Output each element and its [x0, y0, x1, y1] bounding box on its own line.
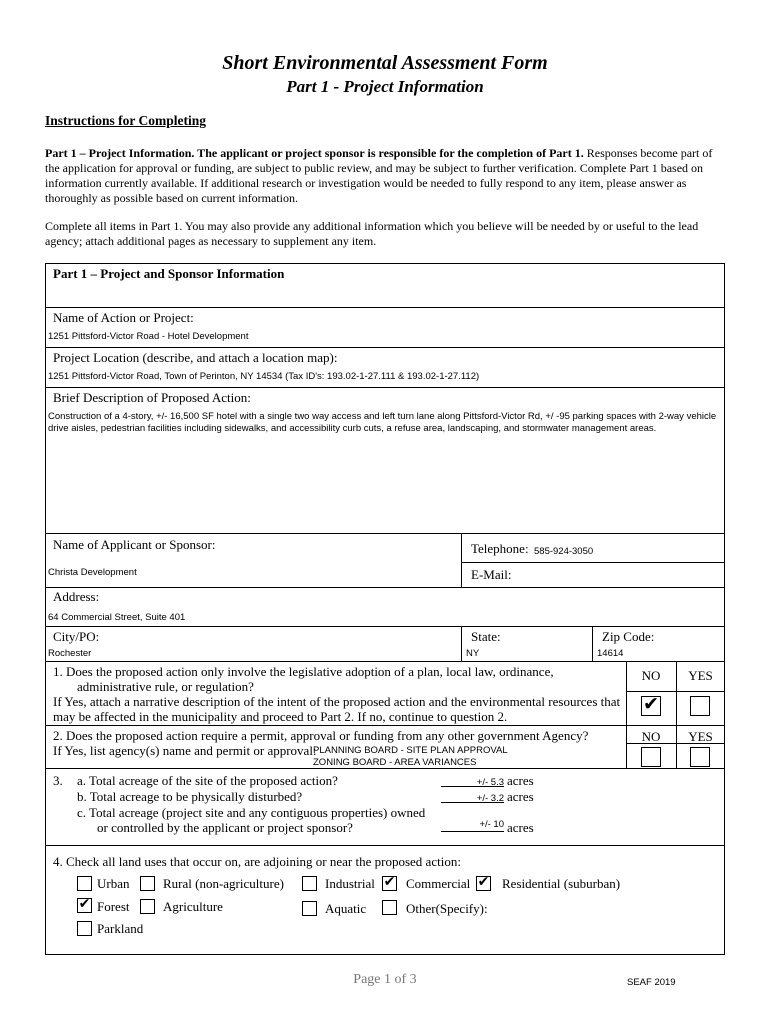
- state-label: State:: [471, 629, 501, 644]
- q2-agency-1[interactable]: PLANNING BOARD - SITE PLAN APPROVAL: [313, 745, 508, 756]
- land-use-commercial-checkbox[interactable]: [382, 876, 397, 891]
- applicant-field[interactable]: Christa Development: [48, 567, 137, 578]
- zip-label: Zip Code:: [602, 629, 655, 644]
- q2-yes-label: YES: [688, 729, 713, 744]
- action-name-field[interactable]: 1251 Pittsford-Victor Road - Hotel Development: [48, 331, 249, 342]
- project-location-label: Project Location (describe, and attach a location map):: [53, 350, 338, 365]
- land-use-aquatic-label: Aquatic: [325, 901, 367, 916]
- q3-b-unit: acres: [507, 789, 534, 804]
- land-use-residential-label: Residential (suburban): [502, 876, 621, 891]
- form-id: SEAF 2019: [627, 977, 676, 988]
- q3-b-field[interactable]: +/- 3.2: [476, 793, 504, 804]
- project-info-form: [45, 263, 725, 955]
- q1-no-label: NO: [641, 668, 661, 683]
- address-label: Address:: [53, 589, 100, 604]
- q1-text-a: 1. Does the proposed action only involve the legislative adoption of a plan, local law, ordinance,: [53, 664, 554, 679]
- land-use-other-checkbox[interactable]: [382, 900, 397, 915]
- q1-no-checkbox[interactable]: [641, 693, 661, 716]
- q3-a-unit: acres: [507, 773, 534, 788]
- land-use-agriculture-label: Agriculture: [163, 899, 223, 914]
- project-location-field[interactable]: 1251 Pittsford-Victor Road, Town of Perinton, NY 14534 (Tax ID's: 193.02-1-27.111 & 193.02-1-27.112): [48, 371, 480, 382]
- land-use-forest-checkbox[interactable]: [77, 898, 92, 913]
- form-subtitle: Part 1 - Project Information: [286, 77, 484, 96]
- land-use-agriculture-checkbox[interactable]: [140, 899, 155, 914]
- q2-text-b: If Yes, list agency(s) name and permit or approval:: [53, 743, 317, 758]
- land-use-urban-checkbox[interactable]: [77, 876, 92, 891]
- instructions-paragraph-2: Complete all items in Part 1. You may also provide any additional information which you believe will be needed by or useful to the lead agency; attach additional pages as necessary to supplement any item.: [45, 219, 699, 248]
- q1-text-c: If Yes, attach a narrative description of the intent of the proposed action and the environmental resources that: [53, 694, 621, 709]
- check-icon: ✔: [643, 693, 659, 715]
- telephone-label: Telephone:: [471, 541, 529, 556]
- land-use-rural-label: Rural (non-agriculture): [163, 876, 284, 891]
- land-use-residential-checkbox[interactable]: [476, 876, 491, 891]
- q3-c-unit: acres: [507, 820, 534, 835]
- land-use-other-label: Other(Specify):: [406, 901, 488, 916]
- q3-a-label: a. Total acreage of the site of the proposed action?: [77, 773, 338, 788]
- q1-text-d: may be affected in the municipality and proceed to Part 2. If no, continue to question 2.: [53, 709, 508, 724]
- form-title: Short Environmental Assessment Form: [222, 52, 548, 74]
- land-use-parkland-checkbox[interactable]: [77, 921, 92, 936]
- check-icon: ✔: [383, 874, 396, 890]
- q2-agency-2[interactable]: ZONING BOARD - AREA VARIANCES: [313, 757, 477, 768]
- land-use-aquatic-checkbox[interactable]: [302, 901, 317, 916]
- land-use-industrial-checkbox[interactable]: [302, 876, 317, 891]
- instructions-heading: Instructions for Completing: [45, 113, 207, 128]
- q2-yes-checkbox[interactable]: [690, 747, 710, 767]
- q3-c-label-2: or controlled by the applicant or project sponsor?: [97, 820, 353, 835]
- instructions-paragraph-1: [45, 146, 725, 206]
- instructions-rest: Responses become part of the application for approval or funding, are subject to public review, and may be subject to further verification. Complete Part 1 based on information currently available. If additional research or investigation would be needed to fully respond to any item, please answer as thoroughly as possible based on current information.: [45, 146, 713, 205]
- land-use-urban-label: Urban: [97, 876, 130, 891]
- q3-a-field[interactable]: +/- 5.3: [476, 777, 504, 788]
- telephone-field[interactable]: 585-924-3050: [534, 546, 594, 557]
- q3-c-label-1: c. Total acreage (project site and any contiguous properties) owned: [77, 805, 426, 820]
- q4-text: 4. Check all land uses that occur on, are adjoining or near the proposed action:: [53, 854, 461, 869]
- q2-no-checkbox[interactable]: [641, 747, 661, 767]
- zip-field[interactable]: 14614: [597, 648, 624, 659]
- q3-number: 3.: [53, 773, 63, 788]
- section-title: Part 1 – Project and Sponsor Information: [53, 266, 285, 281]
- land-use-industrial-label: Industrial: [325, 876, 375, 891]
- applicant-label: Name of Applicant or Sponsor:: [53, 537, 216, 552]
- q1-text-b: administrative rule, or regulation?: [77, 679, 254, 694]
- action-name-label: Name of Action or Project:: [53, 310, 194, 325]
- q3-b-label: b. Total acreage to be physically disturbed?: [77, 789, 303, 804]
- q2-no-label: NO: [641, 729, 661, 744]
- state-field[interactable]: NY: [466, 648, 480, 659]
- q1-yes-label: YES: [688, 668, 713, 683]
- land-use-rural-checkbox[interactable]: [140, 876, 155, 891]
- instructions-bold-lead: Part 1 – Project Information. The applicant or project sponsor is responsible for the completion of Part 1.: [45, 146, 584, 160]
- check-icon: ✔: [78, 896, 91, 912]
- check-icon: ✔: [477, 874, 490, 890]
- city-label: City/PO:: [53, 629, 100, 644]
- q3-c-field[interactable]: +/- 10: [479, 819, 504, 830]
- page-number: Page 1 of 3: [353, 972, 417, 987]
- city-field[interactable]: Rochester: [48, 648, 92, 659]
- q2-text-a: 2. Does the proposed action require a permit, approval or funding from any other government Agency?: [53, 728, 589, 743]
- land-use-commercial-label: Commercial: [406, 876, 471, 891]
- description-label: Brief Description of Proposed Action:: [53, 390, 251, 405]
- land-use-parkland-label: Parkland: [97, 921, 144, 936]
- email-label: E-Mail:: [471, 567, 512, 582]
- description-field[interactable]: Construction of a 4-story, +/- 16,500 SF hotel with a single two way access and left turn lane along Pittsford-Victor Rd, +/ -95 parking spaces with 2-way vehicle drive aisles, pedestrian facilities including sidewalks, and accessibility curb cuts, a refuse area, landscaping, and stormwater management areas.: [48, 411, 717, 434]
- address-field[interactable]: 64 Commercial Street, Suite 401: [48, 612, 186, 623]
- q1-yes-checkbox[interactable]: [690, 696, 710, 716]
- land-use-forest-label: Forest: [97, 899, 130, 914]
